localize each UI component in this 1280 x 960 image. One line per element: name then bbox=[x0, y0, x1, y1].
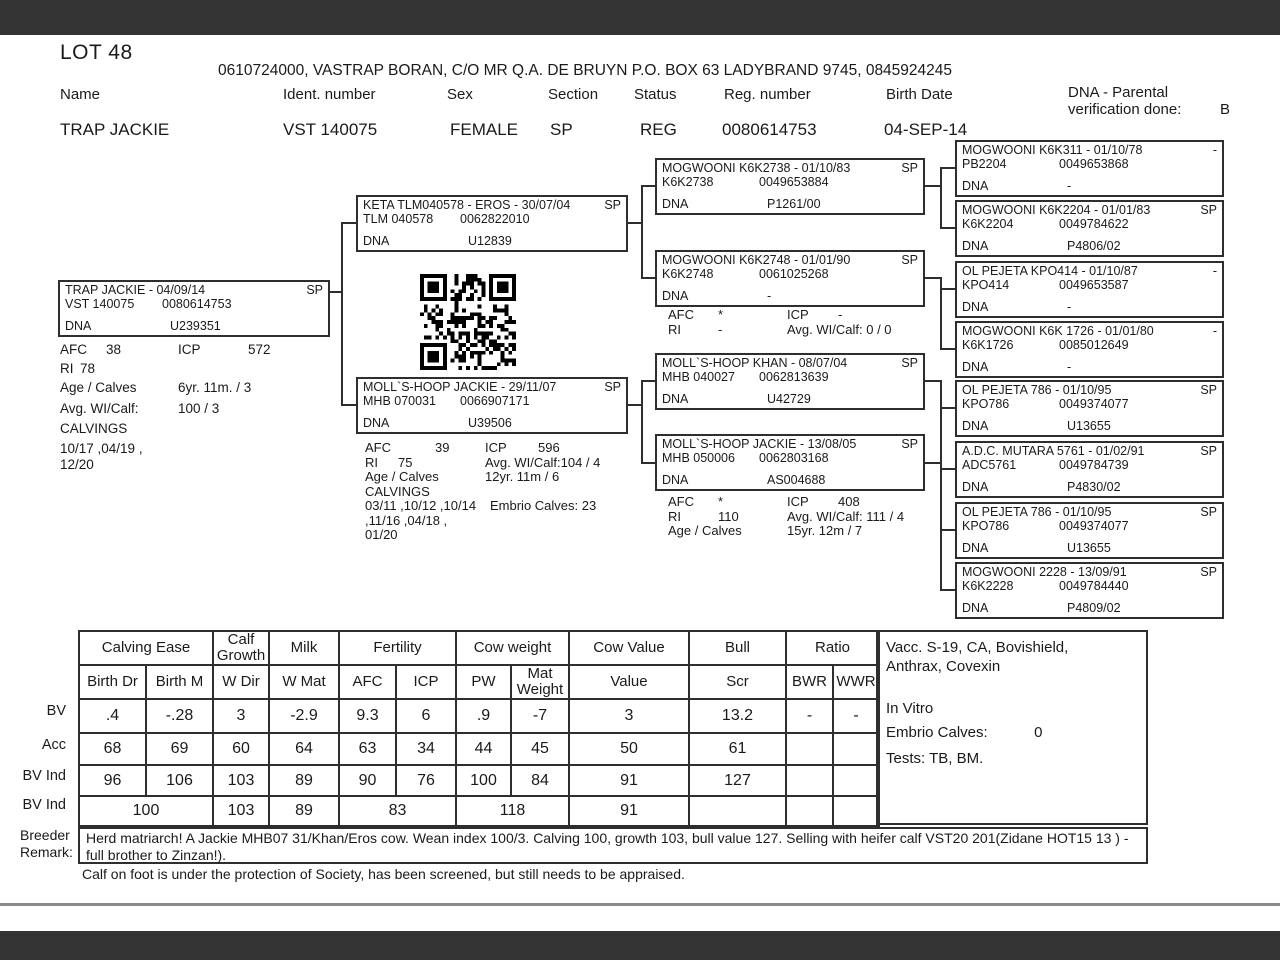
animal-name: MOLL`S-HOOP KHAN - 08/07/04 bbox=[662, 356, 848, 370]
pedigree-box-granddam-maternal bbox=[655, 434, 925, 491]
tests-text: Tests: TB, BM. bbox=[886, 750, 984, 767]
table-cell: .9 bbox=[456, 699, 511, 733]
label-status: Status bbox=[634, 86, 677, 103]
label-birth-date: Birth Date bbox=[886, 86, 953, 103]
table-cell: 91 bbox=[569, 765, 689, 796]
calvings-label: CALVINGS bbox=[365, 483, 430, 499]
table-cell: -7 bbox=[511, 699, 569, 733]
stat-value: 596 bbox=[538, 440, 560, 455]
table-cell: 9.3 bbox=[339, 699, 396, 733]
dna-value: P4809/02 bbox=[1067, 601, 1121, 615]
table-row-bvind bbox=[79, 765, 879, 796]
table-cell: 76 bbox=[396, 765, 456, 796]
table-row-acc bbox=[79, 733, 879, 765]
reg-number-value: 0080614753 bbox=[722, 120, 817, 139]
animal-name: MOLL`S-HOOP JACKIE - 13/08/05 bbox=[662, 437, 857, 451]
table-cell: 89 bbox=[269, 796, 339, 826]
table-cell: 63 bbox=[339, 733, 396, 765]
calvings-dates: ,11/16 ,04/18 , bbox=[365, 512, 448, 528]
pedigree-box-granddam-paternal bbox=[655, 250, 925, 307]
group-header: Bull bbox=[689, 631, 786, 665]
animal-reg: 0085012649 bbox=[1059, 338, 1129, 352]
table-cell: 69 bbox=[146, 733, 213, 765]
table-row-bvind2 bbox=[79, 796, 879, 826]
pedigree-connector-line bbox=[940, 380, 942, 470]
sex-value: FEMALE bbox=[450, 120, 519, 139]
stat-value: - bbox=[838, 307, 843, 322]
animal-id: K6K2204 bbox=[962, 217, 1014, 231]
dna-value: P4830/02 bbox=[1067, 480, 1121, 494]
dna-value: P1261/00 bbox=[767, 197, 821, 211]
stat-label: AFC bbox=[365, 440, 391, 455]
table-cell bbox=[689, 796, 786, 826]
vaccinations-text: Vacc. S-19, CA, Bovishield, Anthrax, Covexin bbox=[886, 639, 1069, 675]
animal-name: MOGWOONI K6K2738 - 01/10/83 bbox=[662, 161, 851, 175]
pedigree-box-greatgrandparent-1 bbox=[955, 140, 1224, 197]
animal-reg: 0049374077 bbox=[1059, 397, 1129, 411]
column-header: Value bbox=[569, 665, 689, 699]
animal-name: KETA TLM040578 - EROS - 30/07/04 bbox=[363, 198, 571, 212]
calvings-dates: 03/11 ,10/12 ,10/14 bbox=[365, 498, 477, 513]
stat-value: 572 bbox=[248, 342, 271, 357]
dna-label: DNA bbox=[662, 197, 689, 211]
animal-id: VST 140075 bbox=[65, 297, 135, 311]
status-flag: - bbox=[1212, 143, 1217, 157]
column-header: Mat Weight bbox=[511, 665, 569, 699]
pedigree-box-grandsire-paternal bbox=[655, 158, 925, 215]
table-cell: 44 bbox=[456, 733, 511, 765]
stat-label: Age / Calves bbox=[60, 380, 137, 395]
calvings-dates: 01/20 bbox=[365, 527, 398, 542]
dna-label: DNA bbox=[363, 234, 390, 248]
table-cell bbox=[786, 733, 833, 765]
column-header: Scr bbox=[689, 665, 786, 699]
table-cell: 100 bbox=[456, 765, 511, 796]
dna-label: DNA bbox=[962, 480, 989, 494]
stat-label: RI bbox=[668, 321, 681, 337]
label-ident-number: Ident. number bbox=[283, 86, 376, 103]
animal-id: ADC5761 bbox=[962, 458, 1017, 472]
animal-reg: 0049653587 bbox=[1059, 278, 1129, 292]
stat-value: - bbox=[718, 321, 723, 337]
pedigree-connector-line bbox=[940, 167, 942, 229]
embrio-calves: Embrio Calves: 23 bbox=[490, 498, 597, 513]
table-cell: 68 bbox=[79, 733, 146, 765]
stat-value: 408 bbox=[838, 494, 860, 509]
section-value: SP bbox=[550, 120, 573, 139]
group-header: Cow weight bbox=[456, 631, 569, 665]
dna-label: DNA bbox=[962, 239, 989, 253]
calvings-dates: 10/17 ,04/19 , bbox=[60, 441, 143, 456]
animal-reg: 0062803168 bbox=[759, 451, 829, 465]
animal-id: KPO414 bbox=[962, 278, 1010, 292]
row-label-bv: BV bbox=[46, 703, 66, 719]
pedigree-connector-line bbox=[940, 407, 955, 409]
label-name: Name bbox=[60, 86, 101, 103]
pedigree-connector-line bbox=[641, 380, 655, 382]
stat-value: 100 / 3 bbox=[178, 401, 220, 416]
dna-label: DNA bbox=[962, 601, 989, 615]
status-flag: SP bbox=[901, 356, 918, 370]
group-header: Ratio bbox=[786, 631, 879, 665]
stat-label: RI bbox=[365, 454, 378, 470]
stat-value: 15yr. 12m / 7 bbox=[787, 523, 863, 538]
stat-label: Age / Calves bbox=[365, 469, 439, 484]
pedigree-connector-line bbox=[940, 529, 955, 531]
pedigree-connector-line bbox=[341, 222, 343, 406]
in-vitro-label: In Vitro bbox=[886, 700, 934, 717]
pedigree-box-greatgrandparent-4 bbox=[955, 321, 1224, 378]
pedigree-connector-line bbox=[628, 222, 642, 224]
pedigree-connector-line bbox=[925, 185, 941, 187]
status-flag: SP bbox=[1200, 203, 1217, 217]
table-cell: -.28 bbox=[146, 699, 213, 733]
row-label-bvind: BV Ind bbox=[22, 768, 66, 784]
pedigree-connector-line bbox=[940, 227, 955, 229]
group-header: Calf Growth bbox=[213, 631, 269, 665]
status-flag: - bbox=[1212, 264, 1217, 278]
animal-name: MOGWOONI 2228 - 13/09/91 bbox=[962, 565, 1127, 579]
animal-reg: 0061025268 bbox=[759, 267, 829, 281]
qr-code bbox=[420, 274, 516, 370]
animal-id: K6K2738 bbox=[662, 175, 714, 189]
pedigree-box-greatgrandparent-2 bbox=[955, 200, 1224, 257]
table-cell: 89 bbox=[269, 765, 339, 796]
table-cell: 45 bbox=[511, 733, 569, 765]
pedigree-box-greatgrandparent-8 bbox=[955, 562, 1224, 619]
dna-value: AS004688 bbox=[767, 473, 826, 487]
row-label-acc: Acc bbox=[41, 737, 66, 753]
animal-reg: 0062822010 bbox=[460, 212, 530, 226]
status-flag: SP bbox=[604, 198, 621, 212]
table-cell: 103 bbox=[213, 796, 269, 826]
animal-name: OL PEJETA KPO414 - 01/10/87 bbox=[962, 264, 1138, 278]
stat-value: Avg. WI/Calf: 0 / 0 bbox=[787, 321, 892, 337]
stat-label: AFC bbox=[668, 307, 694, 322]
animal-reg: 0049653868 bbox=[1059, 157, 1129, 171]
pedigree-connector-line bbox=[925, 380, 941, 382]
animal-name: OL PEJETA 786 - 01/10/95 bbox=[962, 505, 1112, 519]
health-info-panel bbox=[876, 630, 1148, 825]
stat-value: 12yr. 11m / 6 bbox=[485, 469, 560, 484]
stat-label: Age / Calves bbox=[668, 523, 742, 538]
table-cell: 106 bbox=[146, 765, 213, 796]
pedigree-box-sire bbox=[356, 195, 628, 252]
breeder-contact-line: 0610724000, VASTRAP BORAN, C/O MR Q.A. DE BRUYN P.O. BOX 63 LADYBRAND 9745, 0845924245 bbox=[218, 62, 953, 79]
group-header: Fertility bbox=[339, 631, 456, 665]
animal-name: MOGWOONI K6K 1726 - 01/01/80 bbox=[962, 324, 1154, 338]
table-cell bbox=[833, 765, 879, 796]
stat-value: * bbox=[718, 494, 724, 509]
dna-label: DNA bbox=[962, 300, 989, 314]
pedigree-connector-line bbox=[940, 589, 955, 591]
animal-id: MHB 040027 bbox=[662, 370, 735, 384]
column-header: W Mat bbox=[269, 665, 339, 699]
table-cell: 61 bbox=[689, 733, 786, 765]
stat-value: * bbox=[718, 307, 724, 322]
column-header: Birth Dr bbox=[79, 665, 146, 699]
table-group-header-row bbox=[79, 631, 879, 665]
pedigree-connector-line bbox=[940, 167, 955, 169]
pedigree-connector-line bbox=[940, 462, 942, 591]
dna-value: - bbox=[767, 289, 772, 303]
pedigree-box-subject bbox=[58, 280, 330, 337]
footer-note: Calf on foot is under the protection of Society, has been screened, but still needs to be appraised. bbox=[82, 866, 685, 882]
label-dna-line2: verification done: bbox=[1068, 101, 1182, 118]
animal-reg: 0049784739 bbox=[1059, 458, 1129, 472]
dna-value: U39506 bbox=[468, 416, 512, 430]
table-cell: 50 bbox=[569, 733, 689, 765]
pedigree-box-dam bbox=[356, 377, 628, 434]
table-cell: - bbox=[786, 699, 833, 733]
status-flag: SP bbox=[1200, 505, 1217, 519]
animal-id: MHB 070031 bbox=[363, 394, 436, 408]
stat-label: ICP bbox=[787, 494, 809, 509]
animal-name: MOGWOONI K6K2748 - 01/01/90 bbox=[662, 253, 851, 267]
dna-label: DNA bbox=[65, 319, 92, 333]
subject-stats bbox=[60, 340, 271, 473]
embrio-calves-label: Embrio Calves: bbox=[886, 724, 988, 741]
status-flag: SP bbox=[604, 380, 621, 394]
status-flag: SP bbox=[1200, 565, 1217, 579]
dna-value: P4806/02 bbox=[1067, 239, 1121, 253]
column-header: ICP bbox=[396, 665, 456, 699]
status-flag: SP bbox=[1200, 444, 1217, 458]
birth-date-value: 04-SEP-14 bbox=[884, 120, 968, 139]
table-cell: 96 bbox=[79, 765, 146, 796]
pedigree-box-greatgrandparent-6 bbox=[955, 441, 1224, 498]
label-reg-number: Reg. number bbox=[724, 86, 811, 103]
animal-id: TLM 040578 bbox=[363, 212, 434, 226]
stat-label: RI bbox=[60, 361, 74, 376]
animal-name: TRAP JACKIE - 04/09/14 bbox=[65, 283, 206, 297]
divider-rule bbox=[0, 903, 1280, 906]
dna-label: DNA bbox=[962, 419, 989, 433]
dna-value: U42729 bbox=[767, 392, 811, 406]
animal-reg: 0062813639 bbox=[759, 370, 829, 384]
animal-reg: 0049653884 bbox=[759, 175, 829, 189]
table-cell: -2.9 bbox=[269, 699, 339, 733]
breeder-remark-label-line1: Breeder bbox=[20, 827, 70, 843]
table-cell: 83 bbox=[339, 796, 456, 826]
group-header: Cow Value bbox=[569, 631, 689, 665]
pedigree-box-greatgrandparent-5 bbox=[955, 380, 1224, 437]
dna-value: - bbox=[1067, 300, 1072, 314]
label-dna-line1: DNA - Parental bbox=[1068, 84, 1169, 101]
stat-value: 75 bbox=[398, 454, 413, 470]
stat-value: 39 bbox=[435, 440, 450, 455]
animal-reg: 0066907171 bbox=[460, 394, 530, 408]
pedigree-connector-line bbox=[925, 462, 941, 464]
stat-value: Avg. WI/Calf: 111 / 4 bbox=[787, 508, 905, 524]
table-cell: 91 bbox=[569, 796, 689, 826]
animal-name: MOGWOONI K6K2204 - 01/01/83 bbox=[962, 203, 1151, 217]
pedigree-connector-line bbox=[641, 277, 655, 279]
animal-name-value: TRAP JACKIE bbox=[60, 120, 170, 139]
dna-value: U13655 bbox=[1067, 419, 1111, 433]
animal-name: MOLL`S-HOOP JACKIE - 29/11/07 bbox=[363, 380, 557, 394]
table-cell: 127 bbox=[689, 765, 786, 796]
breeder-remark-text: Herd matriarch! A Jackie MHB07 31/Khan/Eros cow. Wean index 100/3. Calving 100, growth 103, bull value 127. Selling with heifer calf VST20 201(Zidane HOT15 13 ) - full brother to Zinzan!). bbox=[78, 827, 1148, 864]
calvings-dates: 12/20 bbox=[60, 457, 94, 472]
animal-reg: 0080614753 bbox=[162, 297, 232, 311]
table-cell: 6 bbox=[396, 699, 456, 733]
stat-label: Avg. WI/Calf: bbox=[60, 401, 139, 416]
animal-name: MOGWOONI K6K311 - 01/10/78 bbox=[962, 143, 1143, 157]
stat-label: AFC bbox=[60, 342, 87, 357]
column-header: PW bbox=[456, 665, 511, 699]
pedigree-connector-line bbox=[341, 222, 356, 224]
table-row-bv bbox=[79, 699, 879, 733]
breeder-remark-label-line2: Remark: bbox=[20, 844, 73, 860]
animal-reg: 0049784622 bbox=[1059, 217, 1129, 231]
dna-value: - bbox=[1067, 360, 1072, 374]
stat-label: ICP bbox=[787, 307, 809, 322]
pedigree-connector-line bbox=[341, 404, 356, 406]
animal-reg: 0049784440 bbox=[1059, 579, 1129, 593]
breeding-values-table bbox=[78, 630, 880, 827]
pedigree-connector-line bbox=[641, 185, 655, 187]
table-cell: 118 bbox=[456, 796, 569, 826]
label-sex: Sex bbox=[447, 86, 473, 103]
dna-label: DNA bbox=[662, 289, 689, 303]
ident-number-value: VST 140075 bbox=[283, 120, 378, 139]
stat-value: 78 bbox=[80, 361, 96, 376]
dna-verification-value: B bbox=[1219, 101, 1230, 118]
dna-label: DNA bbox=[962, 360, 989, 374]
animal-id: K6K2228 bbox=[962, 579, 1014, 593]
dna-value: U12839 bbox=[468, 234, 512, 248]
table-cell: 84 bbox=[511, 765, 569, 796]
status-flag: SP bbox=[901, 437, 918, 451]
column-header: AFC bbox=[339, 665, 396, 699]
pedigree-box-grandsire-maternal bbox=[655, 353, 925, 410]
bottom-bar bbox=[0, 931, 1280, 960]
dna-value: U13655 bbox=[1067, 541, 1111, 555]
table-cell: 103 bbox=[213, 765, 269, 796]
table-cell bbox=[786, 765, 833, 796]
pedigree-connector-line bbox=[641, 462, 655, 464]
row-label-bvind2: BV Ind bbox=[22, 797, 66, 813]
stat-label: RI bbox=[668, 508, 681, 524]
table-cell bbox=[786, 796, 833, 826]
status-flag: SP bbox=[901, 253, 918, 267]
table-cell: 3 bbox=[213, 699, 269, 733]
stat-label: ICP bbox=[178, 342, 201, 357]
dna-label: DNA bbox=[363, 416, 390, 430]
status-flag: SP bbox=[1200, 383, 1217, 397]
animal-id: K6K2748 bbox=[662, 267, 714, 281]
column-header: WWR bbox=[833, 665, 879, 699]
granddam-maternal-stats bbox=[668, 495, 904, 539]
animal-reg: 0049374077 bbox=[1059, 519, 1129, 533]
stat-label: ICP bbox=[485, 440, 507, 455]
dna-value: - bbox=[1067, 179, 1072, 193]
status-value: REG bbox=[640, 120, 677, 139]
pedigree-connector-line bbox=[940, 288, 955, 290]
animal-id: MHB 050006 bbox=[662, 451, 735, 465]
embrio-calves-line bbox=[886, 724, 1043, 741]
pedigree-connector-line bbox=[940, 468, 955, 470]
stat-label: AFC bbox=[668, 494, 694, 509]
animal-id: PB2204 bbox=[962, 157, 1007, 171]
dna-label: DNA bbox=[662, 392, 689, 406]
stat-value: 110 bbox=[718, 508, 739, 524]
group-header: Milk bbox=[269, 631, 339, 665]
top-bar bbox=[0, 0, 1280, 35]
column-header: Birth M bbox=[146, 665, 213, 699]
column-header: BWR bbox=[786, 665, 833, 699]
stat-value: Avg. WI/Calf:104 / 4 bbox=[485, 454, 601, 470]
pedigree-connector-line bbox=[940, 348, 955, 350]
table-cell bbox=[833, 796, 879, 826]
animal-name: A.D.C. MUTARA 5761 - 01/02/91 bbox=[962, 444, 1145, 458]
status-flag: SP bbox=[901, 161, 918, 175]
lot-number: LOT 48 bbox=[60, 41, 133, 64]
table-subheader-row bbox=[79, 665, 879, 699]
table-cell: 64 bbox=[269, 733, 339, 765]
table-cell: 90 bbox=[339, 765, 396, 796]
dna-label: DNA bbox=[962, 541, 989, 555]
dna-label: DNA bbox=[662, 473, 689, 487]
table-cell bbox=[833, 733, 879, 765]
dam-stats bbox=[365, 441, 600, 543]
animal-name: OL PEJETA 786 - 01/10/95 bbox=[962, 383, 1112, 397]
table-cell: - bbox=[833, 699, 879, 733]
pedigree-connector-line bbox=[641, 185, 643, 279]
status-flag: - bbox=[1212, 324, 1217, 338]
label-section: Section bbox=[548, 86, 599, 103]
table-cell: 3 bbox=[569, 699, 689, 733]
animal-id: KPO786 bbox=[962, 519, 1010, 533]
group-header: Calving Ease bbox=[79, 631, 213, 665]
animal-id: KPO786 bbox=[962, 397, 1010, 411]
calvings-label: CALVINGS bbox=[60, 421, 128, 436]
table-cell: 60 bbox=[213, 733, 269, 765]
animal-id: K6K1726 bbox=[962, 338, 1014, 352]
pedigree-box-greatgrandparent-3 bbox=[955, 261, 1224, 318]
stat-value: 38 bbox=[106, 342, 122, 357]
embrio-calves-value: 0 bbox=[1034, 724, 1043, 741]
pedigree-box-greatgrandparent-7 bbox=[955, 502, 1224, 559]
table-cell: 34 bbox=[396, 733, 456, 765]
stat-value: 6yr. 11m. / 3 bbox=[178, 380, 252, 395]
status-flag: SP bbox=[306, 283, 323, 297]
label-dna-parental bbox=[1068, 84, 1230, 118]
dna-value: U239351 bbox=[170, 319, 221, 333]
column-header: W Dir bbox=[213, 665, 269, 699]
dna-label: DNA bbox=[962, 179, 989, 193]
pedigree-connector-line bbox=[925, 277, 941, 279]
pedigree-connector-line bbox=[628, 404, 642, 406]
table-cell: .4 bbox=[79, 699, 146, 733]
pedigree-connector-line bbox=[641, 380, 643, 464]
table-cell: 13.2 bbox=[689, 699, 786, 733]
granddam-paternal-stats bbox=[668, 308, 892, 337]
table-cell: 100 bbox=[79, 796, 213, 826]
